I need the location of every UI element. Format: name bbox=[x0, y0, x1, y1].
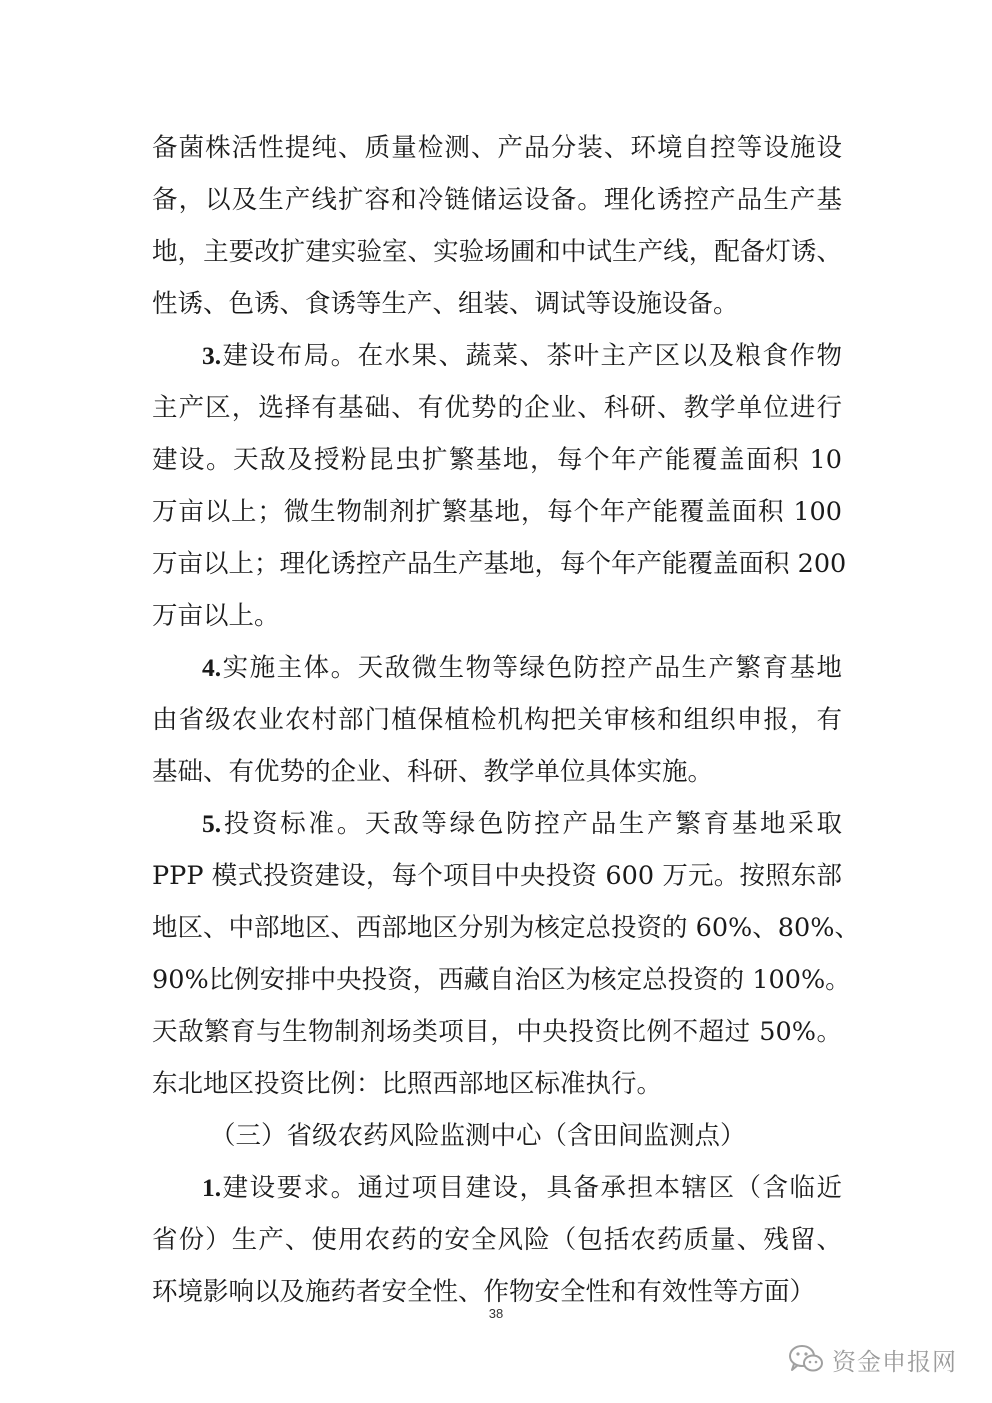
section-4-number: 4. bbox=[202, 653, 222, 682]
text-line: 万亩以上；理化诱控产品生产基地，每个年产能覆盖面积 200 bbox=[152, 549, 847, 579]
section-1-number: 1. bbox=[202, 1173, 222, 1202]
text-line: 地，主要改扩建实验室、实验场圃和中试生产线，配备灯诱、 bbox=[152, 237, 842, 267]
text-line: 环境影响以及施药者安全性、作物安全性和有效性等方面） bbox=[152, 1277, 816, 1307]
watermark bbox=[788, 1342, 957, 1376]
text-line: 天敌繁育与生物制剂场类项目，中央投资比例不超过 50%。 bbox=[152, 1017, 842, 1047]
section-5-number: 5. bbox=[202, 809, 222, 838]
text-line: 性诱、色诱、食诱等生产、组装、调试等设施设备。 bbox=[152, 289, 739, 319]
subsection-heading: （三）省级农药风险监测中心（含田间监测点） bbox=[210, 1121, 746, 1151]
section-3-number: 3. bbox=[202, 341, 222, 370]
text-line: PPP 模式投资建设，每个项目中央投资 600 万元。按照东部 bbox=[152, 861, 842, 891]
text-line: 东北地区投资比例：比照西部地区标准执行。 bbox=[152, 1069, 663, 1099]
text-line: 地区、中部地区、西部地区分别为核定总投资的 60%、80%、 bbox=[152, 913, 860, 943]
section-3-text: 在水果、蔬菜、茶叶主产区以及粮食作物 bbox=[357, 341, 842, 371]
section-4-title: 实施主体。 bbox=[221, 653, 358, 683]
section-1-first-line bbox=[202, 1168, 842, 1208]
section-1-title: 建设要求。 bbox=[221, 1173, 358, 1203]
text-line: 备，以及生产线扩容和冷链储运设备。理化诱控产品生产基 bbox=[152, 185, 842, 215]
text-line: 省份）生产、使用农药的安全风险（包括农药质量、残留、 bbox=[152, 1225, 842, 1255]
text-line: 主产区，选择有基础、有优势的企业、科研、教学单位进行 bbox=[152, 393, 842, 423]
text-line: 建设。天敌及授粉昆虫扩繁基地，每个年产能覆盖面积 10 bbox=[152, 445, 842, 475]
text-line: 备菌株活性提纯、质量检测、产品分装、环境自控等设施设 bbox=[152, 133, 842, 163]
page-number: 38 bbox=[488, 1306, 504, 1321]
text-line: 万亩以上；微生物制剂扩繁基地，每个年产能覆盖面积 100 bbox=[152, 497, 842, 527]
text-line: 万亩以上。 bbox=[152, 601, 280, 631]
section-4-first-line bbox=[202, 648, 842, 688]
text-line: 基础、有优势的企业、科研、教学单位具体实施。 bbox=[152, 757, 714, 787]
section-5-title: 投资标准。 bbox=[221, 809, 365, 839]
text-line: 由省级农业农村部门植保植检机构把关审核和组织申报，有 bbox=[152, 705, 842, 735]
section-3-first-line bbox=[202, 336, 842, 376]
section-5-first-line bbox=[202, 804, 842, 844]
section-3-title: 建设布局。 bbox=[221, 341, 358, 371]
section-4-text: 天敌微生物等绿色防控产品生产繁育基地 bbox=[357, 653, 842, 683]
text-line: 90%比例安排中央投资，西藏自治区为核定总投资的 100%。 bbox=[152, 965, 851, 995]
watermark-text: 资金申报网 bbox=[832, 1347, 957, 1376]
section-5-text: 天敌等绿色防控产品生产繁育基地采取 bbox=[364, 809, 842, 839]
section-1-text: 通过项目建设，具备承担本辖区（含临近 bbox=[357, 1173, 842, 1203]
wechat-icon bbox=[788, 1344, 824, 1374]
